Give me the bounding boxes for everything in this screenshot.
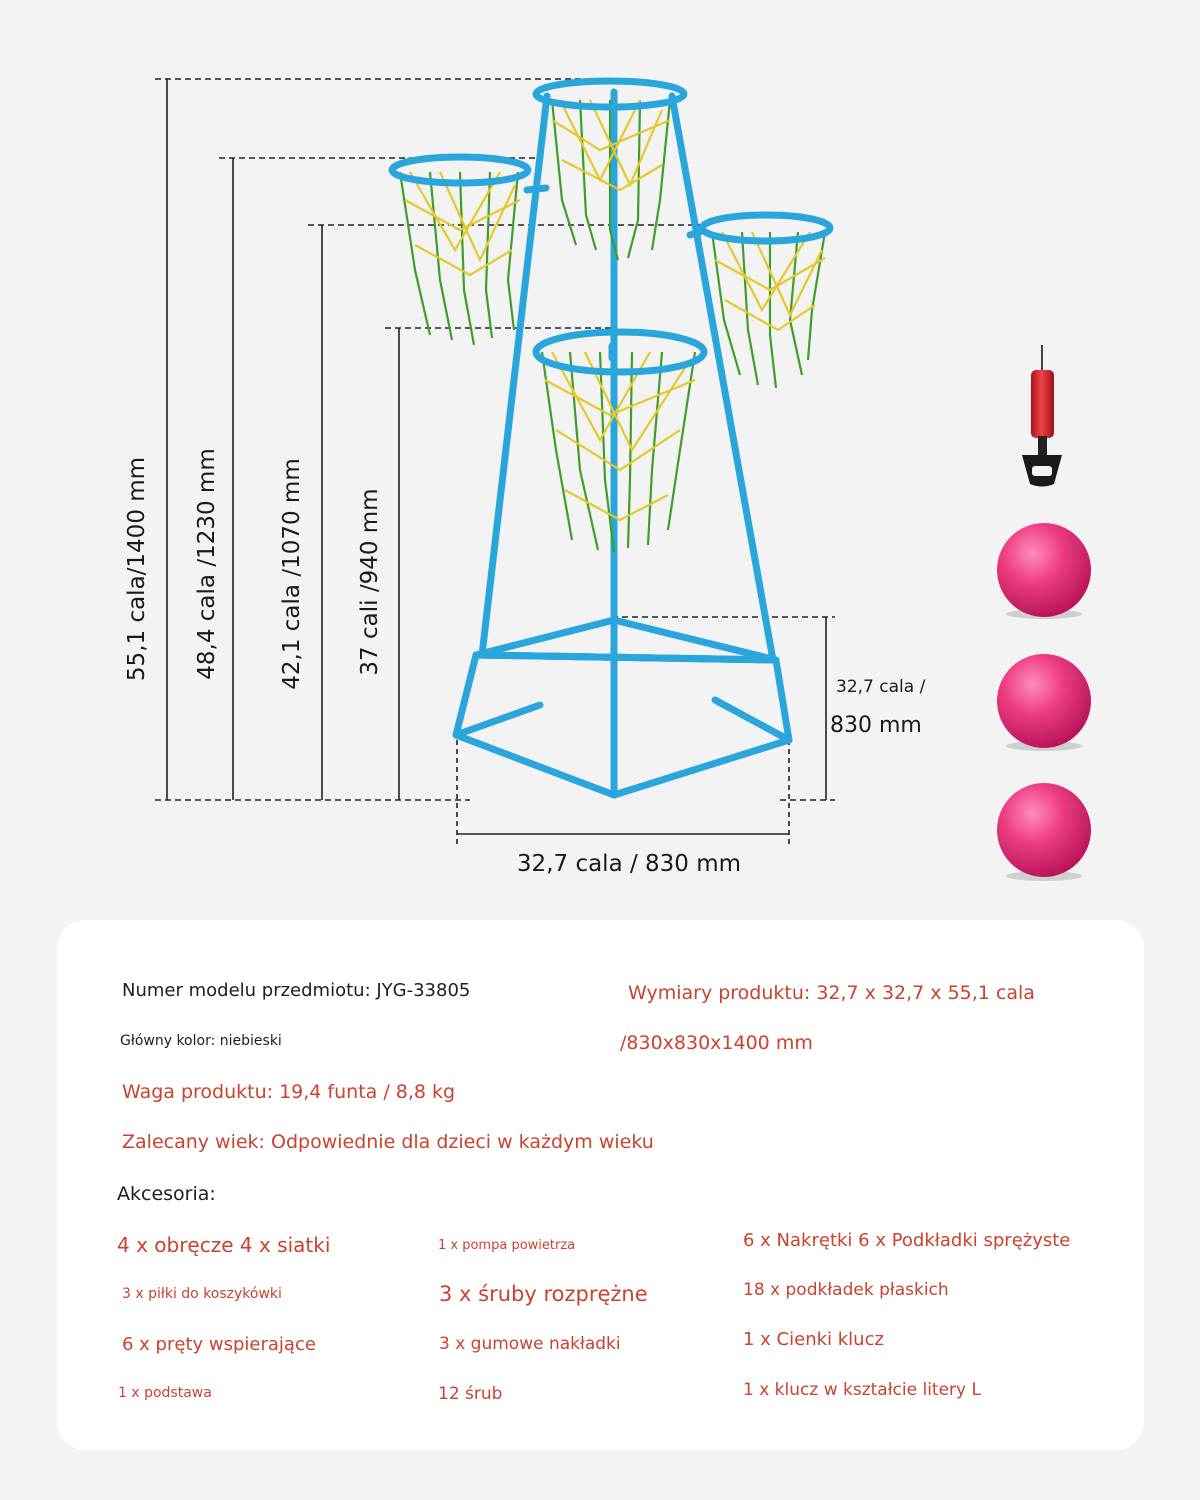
height-label-4: 37 cali /940 mm — [357, 488, 383, 676]
base-width-label: 32,7 cala / 830 mm — [516, 851, 742, 877]
dimension-guides — [155, 79, 835, 848]
accessory-item: 1 x klucz w kształcie litery L — [743, 1380, 981, 1400]
basketball-stand-frame — [456, 92, 789, 795]
height-label-2: 48,4 cala /1230 mm — [194, 448, 220, 680]
ball-icon — [997, 523, 1091, 617]
air-pump-icon — [1022, 345, 1062, 487]
accessory-item: 4 x obręcze 4 x siatki — [117, 1233, 331, 1257]
height-label-1: 55,1 cala/1400 mm — [124, 456, 150, 682]
spec-card — [57, 920, 1144, 1450]
recommended-age: Zalecany wiek: Odpowiednie dla dzieci w każdym wieku — [122, 1131, 654, 1153]
base-depth-label-line2: 830 mm — [830, 713, 922, 738]
accessory-item: 1 x podstawa — [118, 1385, 212, 1401]
accessory-item: 6 x pręty wspierające — [122, 1334, 316, 1355]
product-dimensions-line1: Wymiary produktu: 32,7 x 32,7 x 55,1 cala — [628, 982, 1035, 1004]
accessory-item: 3 x piłki do koszykówki — [122, 1286, 282, 1302]
accessory-item: 6 x Nakrętki 6 x Podkładki sprężyste — [743, 1230, 1071, 1251]
pink-balls — [997, 523, 1091, 881]
accessory-item: 1 x pompa powietrza — [438, 1238, 576, 1253]
product-weight: Waga produktu: 19,4 funta / 8,8 kg — [122, 1081, 456, 1103]
ball-icon — [997, 654, 1091, 748]
model-number: Numer modelu przedmiotu: JYG-33805 — [122, 980, 471, 1001]
height-label-3: 42,1 cala /1070 mm — [279, 458, 305, 690]
accessory-item: 1 x Cienki klucz — [743, 1329, 884, 1350]
accessories-title: Akcesoria: — [117, 1183, 216, 1205]
base-depth-label-line1: 32,7 cala / — [836, 677, 926, 697]
product-dimensions-line2: /830x830x1400 mm — [620, 1032, 813, 1054]
accessory-item: 3 x gumowe nakładki — [439, 1334, 621, 1354]
ball-icon — [997, 783, 1091, 877]
accessory-item: 18 x podkładek płaskich — [743, 1280, 949, 1300]
accessory-item: 12 śrub — [438, 1384, 503, 1404]
accessory-item: 3 x śruby rozprężne — [439, 1282, 648, 1306]
main-color: Główny kolor: niebieski — [120, 1033, 282, 1049]
